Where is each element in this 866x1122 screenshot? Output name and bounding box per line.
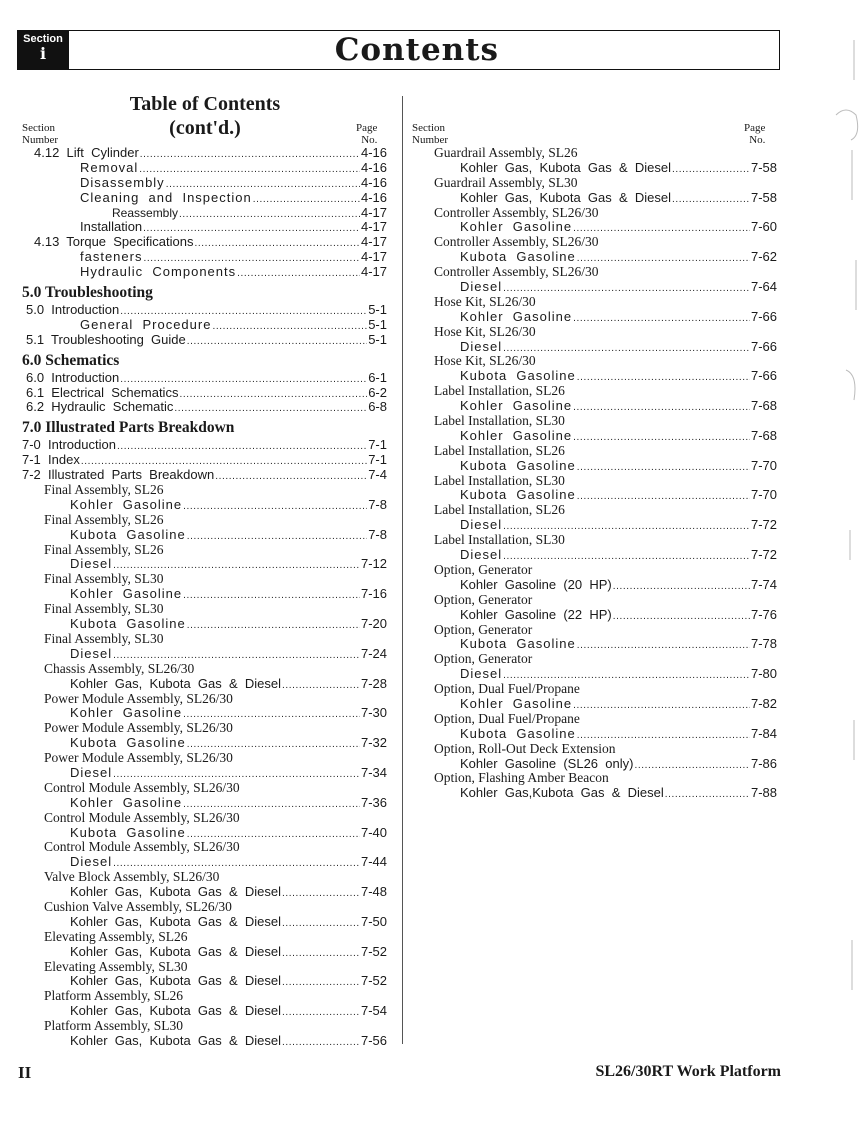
toc-entry[interactable]	[22, 453, 387, 468]
toc-entry-label: Kubota Gasoline	[70, 616, 186, 632]
toc-entry[interactable]	[22, 557, 387, 572]
toc-group-title[interactable]: Cushion Valve Assembly, SL26/30	[44, 898, 232, 914]
toc-group-title[interactable]: Controller Assembly, SL26/30	[434, 234, 599, 250]
toc-entry-label: Disassembly	[80, 174, 165, 190]
left-page-header	[356, 122, 377, 146]
toc-entry-label: 7-2 Illustrated Parts Breakdown	[22, 467, 215, 483]
toc-group-title[interactable]: Chassis Assembly, SL26/30	[44, 660, 195, 676]
toc-group-title[interactable]: Option, Generator	[434, 651, 533, 667]
toc-entry-label: Kohler Gasoline	[460, 427, 573, 443]
toc-entry-label: 6.0 Introduction	[26, 369, 120, 385]
toc-entry-page: 7-60	[750, 219, 777, 235]
toc-entry[interactable]	[412, 727, 777, 742]
dot-leader	[577, 252, 750, 267]
dot-leader	[282, 947, 360, 962]
toc-entry[interactable]	[412, 369, 777, 384]
toc-entry-page: 7-50	[360, 913, 387, 929]
toc-entry-page: 7-70	[750, 487, 777, 503]
toc-entry[interactable]	[22, 498, 387, 513]
toc-group-title[interactable]: Label Installation, SL30	[434, 472, 565, 488]
toc-entry-label: Kohler Gas,Kubota Gas & Diesel	[460, 785, 664, 801]
dot-leader	[577, 371, 750, 386]
dot-leader	[503, 342, 750, 357]
toc-entry[interactable]	[22, 400, 387, 415]
dot-leader	[573, 401, 750, 416]
toc-entry-label: fasteners	[80, 249, 143, 265]
toc-entry-label: Kohler Gas, Kubota Gas & Diesel	[460, 189, 671, 205]
toc-entry[interactable]	[412, 578, 777, 593]
toc-entry-label: Kubota Gasoline	[70, 735, 186, 751]
toc-right-column	[412, 146, 777, 801]
toc-group-title[interactable]: Label Installation, SL30	[434, 413, 565, 429]
dot-leader	[613, 610, 750, 625]
footer-page-number: II	[18, 1063, 32, 1082]
toc-group-title[interactable]: Option, Dual Fuel/Propane	[434, 710, 580, 726]
toc-entry[interactable]	[22, 855, 387, 870]
toc-entry-page: 7-40	[360, 824, 387, 840]
toc-entry-label: 6.2 Hydraulic Schematic	[26, 399, 174, 415]
section-badge-label: Section	[23, 33, 63, 45]
toc-entry-label: Kohler Gasoline (22 HP)	[460, 606, 612, 622]
toc-group-title[interactable]: Control Module Assembly, SL26/30	[44, 779, 240, 795]
toc-entry-label: Kohler Gasoline	[70, 794, 183, 810]
toc-entry-label: 5.0 Introduction	[26, 302, 120, 318]
toc-entry-page: 7-20	[360, 616, 387, 632]
toc-entry-page: 7-76	[750, 606, 777, 622]
toc-entry[interactable]	[22, 303, 387, 318]
toc-entry-label: Installation	[80, 219, 143, 235]
toc-entry[interactable]	[412, 518, 777, 533]
toc-entry[interactable]	[412, 220, 777, 235]
toc-entry-page: 7-70	[750, 457, 777, 473]
toc-group-title[interactable]: Hose Kit, SL26/30	[434, 353, 536, 369]
toc-entry-label: Kubota Gasoline	[460, 457, 576, 473]
toc-title	[110, 92, 300, 140]
toc-entry-page: 7-86	[750, 755, 777, 771]
dot-leader	[212, 320, 367, 335]
toc-entry[interactable]	[412, 250, 777, 265]
toc-entry-label: 7-1 Index	[22, 452, 80, 468]
dot-leader	[573, 431, 750, 446]
toc-entry-page: 5-1	[368, 316, 387, 332]
toc-entry[interactable]	[22, 587, 387, 602]
dot-leader	[237, 267, 360, 282]
toc-entry[interactable]	[22, 647, 387, 662]
dot-leader	[179, 208, 360, 223]
dot-leader	[140, 148, 360, 163]
section-badge-number: i	[39, 44, 47, 63]
toc-entry-label: 4.12 Lift Cylinder	[34, 145, 139, 160]
toc-entry-page: 7-66	[750, 368, 777, 384]
toc-entry-label: Kubota Gasoline	[70, 526, 186, 542]
toc-entry-label: Kohler Gas, Kubota Gas & Diesel	[70, 1003, 281, 1019]
toc-entry-label: 4.13 Torque Specifications	[34, 234, 194, 250]
toc-entry-label: 6.1 Electrical Schematics	[26, 384, 179, 400]
toc-entry-page: 7-62	[750, 249, 777, 265]
dot-leader	[253, 193, 360, 208]
toc-entry-page: 4-17	[360, 249, 387, 265]
toc-entry-page: 7-82	[750, 695, 777, 711]
toc-entry-page: 7-58	[750, 189, 777, 205]
dot-leader	[282, 917, 360, 932]
title-bar	[68, 30, 780, 70]
toc-entry-label: Kohler Gasoline (20 HP)	[460, 576, 612, 592]
toc-entry-label: Kohler Gasoline	[70, 586, 183, 602]
toc-group-title[interactable]: Option, Flashing Amber Beacon	[434, 770, 609, 786]
toc-entry[interactable]	[412, 340, 777, 355]
toc-entry-label: Kohler Gasoline	[460, 219, 573, 235]
section-label: Section	[22, 122, 55, 134]
dot-leader	[672, 163, 750, 178]
toc-entry-label: Diesel	[70, 556, 113, 572]
toc-entry[interactable]	[22, 176, 387, 191]
toc-entry-page: 7-68	[750, 398, 777, 414]
toc-entry[interactable]	[22, 974, 387, 989]
toc-entry-page: 7-16	[360, 586, 387, 602]
toc-entry-label: 5.1 Troubleshooting Guide	[26, 331, 186, 347]
toc-group-title[interactable]: Control Module Assembly, SL26/30	[44, 839, 240, 855]
toc-section-heading[interactable]: 7.0 Illustrated Parts Breakdown	[22, 419, 235, 437]
toc-entry-page: 6-2	[368, 384, 387, 400]
toc-group-title[interactable]: Final Assembly, SL26	[44, 541, 164, 557]
toc-entry-page: 7-8	[368, 526, 387, 542]
toc-entry[interactable]	[412, 637, 777, 652]
toc-entry-page: 7-24	[360, 645, 387, 661]
toc-entry[interactable]	[22, 318, 387, 333]
toc-entry-page: 7-84	[750, 725, 777, 741]
toc-entry[interactable]	[22, 826, 387, 841]
section-label: Section	[412, 122, 445, 134]
toc-entry[interactable]	[412, 488, 777, 503]
toc-entry-page: 7-52	[360, 973, 387, 989]
dot-leader	[187, 619, 360, 634]
dot-leader	[187, 335, 367, 350]
toc-entry-page: 7-44	[360, 854, 387, 870]
toc-entry-page: 7-66	[750, 338, 777, 354]
dot-leader	[215, 470, 367, 485]
left-section-header	[22, 122, 58, 146]
footer-product-name: SL26/30RT Work Platform	[595, 1063, 781, 1080]
toc-entry[interactable]	[22, 617, 387, 632]
toc-entry[interactable]	[22, 528, 387, 543]
toc-entry[interactable]	[412, 399, 777, 414]
toc-entry-page: 7-28	[360, 675, 387, 691]
toc-entry-label: Kohler Gasoline	[460, 398, 573, 414]
toc-group-title[interactable]: Label Installation, SL30	[434, 532, 565, 548]
toc-entry[interactable]	[22, 706, 387, 721]
dot-leader	[139, 163, 360, 178]
toc-entry-label: Diesel	[70, 854, 113, 870]
toc-entry-page: 4-17	[360, 264, 387, 280]
dot-leader	[577, 461, 750, 476]
toc-entry[interactable]	[412, 459, 777, 474]
toc-entry-label: Cleaning and Inspection	[80, 189, 252, 205]
toc-entry[interactable]	[22, 796, 387, 811]
toc-entry-label: Kohler Gas, Kubota Gas & Diesel	[70, 943, 281, 959]
toc-entry[interactable]	[412, 608, 777, 623]
toc-entry-page: 7-56	[360, 1032, 387, 1048]
toc-entry-page: 7-68	[750, 427, 777, 443]
section-badge	[17, 30, 69, 70]
toc-group-title[interactable]: Option, Generator	[434, 591, 533, 607]
toc-entry[interactable]	[22, 146, 387, 161]
toc-entry[interactable]	[22, 220, 387, 235]
toc-group-title[interactable]: Platform Assembly, SL30	[44, 1018, 184, 1034]
toc-group-title[interactable]: Controller Assembly, SL26/30	[434, 264, 599, 280]
toc-entry[interactable]	[22, 371, 387, 386]
toc-entry[interactable]	[412, 757, 777, 772]
dot-leader	[613, 580, 750, 595]
toc-entry-label: Kohler Gasoline	[460, 695, 573, 711]
dot-leader	[282, 976, 360, 991]
dot-leader	[183, 589, 360, 604]
toc-entry[interactable]	[22, 250, 387, 265]
toc-entry-page: 7-64	[750, 279, 777, 295]
toc-section-heading[interactable]: 6.0 Schematics	[22, 351, 120, 369]
toc-entry[interactable]	[412, 280, 777, 295]
dot-leader	[672, 193, 750, 208]
dot-leader	[187, 530, 367, 545]
toc-entry-label: Kohler Gasoline	[460, 308, 573, 324]
no-label: No.	[749, 134, 766, 146]
toc-entry[interactable]	[412, 697, 777, 712]
toc-entry-page: 7-12	[360, 556, 387, 572]
toc-entry[interactable]	[412, 429, 777, 444]
toc-entry-page: 4-16	[360, 174, 387, 190]
toc-entry[interactable]	[22, 386, 387, 401]
toc-entry-page: 7-32	[360, 735, 387, 751]
toc-entry-page: 5-1	[368, 331, 387, 347]
dot-leader	[577, 490, 750, 505]
toc-entry[interactable]	[22, 206, 387, 221]
toc-entry-page: 7-80	[750, 666, 777, 682]
toc-entry[interactable]	[22, 265, 387, 280]
toc-entry[interactable]	[22, 677, 387, 692]
toc-entry[interactable]	[412, 161, 777, 176]
toc-group-title[interactable]: Platform Assembly, SL26	[44, 988, 184, 1004]
toc-entry-label: Kubota Gasoline	[460, 725, 576, 741]
toc-entry[interactable]	[22, 438, 387, 453]
toc-entry-label: Diesel	[460, 338, 503, 354]
toc-entry-label: Diesel	[70, 764, 113, 780]
toc-group-title[interactable]: Option, Generator	[434, 561, 533, 577]
toc-entry-page: 7-74	[750, 576, 777, 592]
toc-entry-page: 7-72	[750, 517, 777, 533]
dot-leader	[282, 679, 360, 694]
no-label: No.	[361, 134, 378, 146]
toc-entry-page: 7-66	[750, 308, 777, 324]
right-page-header	[744, 122, 765, 146]
toc-entry-page: 7-36	[360, 794, 387, 810]
toc-entry[interactable]	[22, 1004, 387, 1019]
toc-group-title[interactable]: Label Installation, SL26	[434, 383, 565, 399]
dot-leader	[503, 550, 750, 565]
toc-group-title[interactable]: Final Assembly, SL26	[44, 482, 164, 498]
dot-leader	[282, 1006, 360, 1021]
dot-leader	[503, 282, 750, 297]
toc-entry[interactable]	[22, 736, 387, 751]
toc-title-line2: (cont'd.)	[169, 117, 241, 139]
toc-group-title[interactable]: Control Module Assembly, SL26/30	[44, 809, 240, 825]
dot-leader	[117, 440, 367, 455]
toc-entry-page: 4-17	[360, 204, 387, 220]
toc-entry-page: 7-48	[360, 884, 387, 900]
toc-entry-page: 4-17	[360, 234, 387, 250]
toc-left-column	[22, 146, 387, 1049]
toc-group-title[interactable]: Option, Roll-Out Deck Extension	[434, 740, 616, 756]
toc-entry-label: 7-0 Introduction	[22, 437, 116, 453]
toc-group-title[interactable]: Hose Kit, SL26/30	[434, 323, 536, 339]
toc-group-title[interactable]: Elevating Assembly, SL26	[44, 928, 188, 944]
toc-entry[interactable]	[412, 786, 777, 801]
right-section-header	[412, 122, 448, 146]
toc-entry-page: 7-30	[360, 705, 387, 721]
toc-entry[interactable]	[412, 310, 777, 325]
page-title: Contents	[334, 32, 499, 68]
toc-entry-page: 7-52	[360, 943, 387, 959]
toc-entry-label: Diesel	[460, 517, 503, 533]
toc-entry-label: Diesel	[460, 279, 503, 295]
toc-entry-label: Kohler Gasoline	[70, 705, 183, 721]
scan-edge-marks	[826, 40, 866, 1090]
toc-entry-page: 4-16	[360, 189, 387, 205]
toc-entry-label: Removal	[80, 159, 139, 175]
toc-entry-label: Hydraulic Components	[80, 264, 237, 280]
toc-group-title[interactable]: Power Module Assembly, SL26/30	[44, 720, 233, 736]
toc-entry[interactable]	[22, 235, 387, 250]
toc-entry-page: 7-88	[750, 785, 777, 801]
toc-entry-page: 7-58	[750, 159, 777, 175]
toc-entry[interactable]	[22, 191, 387, 206]
toc-entry[interactable]	[412, 667, 777, 682]
toc-entry-page: 7-4	[368, 467, 387, 483]
toc-entry-label: Kubota Gasoline	[460, 368, 576, 384]
toc-entry-page: 4-17	[360, 219, 387, 235]
page-label: Page	[356, 122, 378, 134]
toc-entry-page: 7-1	[368, 452, 387, 468]
toc-group-title[interactable]: Label Installation, SL26	[434, 502, 565, 518]
toc-entry[interactable]	[22, 915, 387, 930]
toc-entry-page: 7-78	[750, 636, 777, 652]
toc-entry-page: 5-1	[368, 302, 387, 318]
toc-group-title[interactable]: Power Module Assembly, SL26/30	[44, 690, 233, 706]
toc-entry-label: Reassembly	[112, 205, 179, 220]
dot-leader	[573, 312, 750, 327]
toc-entry-label: Diesel	[70, 645, 113, 661]
toc-title-line1: Table of Contents	[129, 93, 281, 115]
number-label: Number	[22, 134, 59, 146]
toc-entry-label: Kohler Gasoline (SL26 only)	[460, 755, 634, 771]
toc-group-title[interactable]: Hose Kit, SL26/30	[434, 293, 536, 309]
toc-group-title[interactable]: Power Module Assembly, SL26/30	[44, 750, 233, 766]
toc-entry[interactable]	[22, 468, 387, 483]
toc-entry[interactable]	[22, 333, 387, 348]
toc-entry-label: Kohler Gas, Kubota Gas & Diesel	[70, 1032, 281, 1048]
dot-leader	[282, 1036, 360, 1051]
toc-group-title[interactable]: Guardrail Assembly, SL26	[434, 145, 578, 160]
toc-group-title[interactable]: Final Assembly, SL30	[44, 630, 164, 646]
toc-entry-page: 7-34	[360, 764, 387, 780]
dot-leader	[573, 699, 750, 714]
toc-entry-label: Diesel	[460, 547, 503, 563]
toc-group-title[interactable]: Label Installation, SL26	[434, 442, 565, 458]
toc-entry-page: 7-54	[360, 1003, 387, 1019]
dot-leader	[577, 639, 750, 654]
toc-entry[interactable]	[22, 945, 387, 960]
toc-entry-page: 7-8	[368, 496, 387, 512]
toc-entry[interactable]	[412, 191, 777, 206]
toc-entry-page: 7-72	[750, 547, 777, 563]
toc-group-title[interactable]: Valve Block Assembly, SL26/30	[44, 869, 220, 885]
dot-leader	[282, 887, 360, 902]
toc-entry-label: Kubota Gasoline	[460, 487, 576, 503]
toc-entry-page: 4-16	[360, 145, 387, 160]
toc-entry-label: Kohler Gasoline	[70, 496, 183, 512]
toc-entry-page: 6-8	[368, 399, 387, 415]
toc-entry-label: Kohler Gas, Kubota Gas & Diesel	[70, 973, 281, 989]
toc-group-title[interactable]: Final Assembly, SL26	[44, 511, 164, 527]
toc-section-heading[interactable]: 5.0 Troubleshooting	[22, 284, 153, 302]
toc-group-title[interactable]: Controller Assembly, SL26/30	[434, 204, 599, 220]
toc-entry-page: 6-1	[368, 369, 387, 385]
toc-entry[interactable]	[22, 161, 387, 176]
dot-leader	[573, 222, 750, 237]
column-divider	[402, 96, 403, 1044]
toc-entry-label: Kohler Gas, Kubota Gas & Diesel	[460, 159, 671, 175]
toc-entry-label: Diesel	[460, 666, 503, 682]
toc-entry-label: Kubota Gasoline	[460, 249, 576, 265]
dot-leader	[665, 788, 750, 803]
toc-group-title[interactable]: Guardrail Assembly, SL30	[434, 174, 578, 190]
dot-leader	[183, 500, 367, 515]
toc-entry[interactable]	[22, 766, 387, 781]
number-label: Number	[412, 134, 449, 146]
dot-leader	[179, 388, 367, 403]
toc-entry-page: 4-16	[360, 159, 387, 175]
toc-entry-label: General Procedure	[80, 316, 212, 332]
dot-leader	[634, 759, 750, 774]
toc-entry-label: Kubota Gasoline	[70, 824, 186, 840]
dot-leader	[194, 237, 359, 252]
toc-group-title[interactable]: Elevating Assembly, SL30	[44, 958, 188, 974]
toc-entry-label: Kohler Gas, Kubota Gas & Diesel	[70, 913, 281, 929]
toc-group-title[interactable]: Final Assembly, SL30	[44, 601, 164, 617]
toc-entry[interactable]	[412, 548, 777, 563]
toc-group-title[interactable]: Option, Generator	[434, 621, 533, 637]
toc-entry-page: 7-1	[368, 437, 387, 453]
toc-entry-label: Kubota Gasoline	[460, 636, 576, 652]
toc-entry-label: Kohler Gas, Kubota Gas & Diesel	[70, 884, 281, 900]
toc-group-title[interactable]: Option, Dual Fuel/Propane	[434, 681, 580, 697]
toc-entry[interactable]	[22, 885, 387, 900]
toc-entry-label: Kohler Gas, Kubota Gas & Diesel	[70, 675, 281, 691]
toc-entry[interactable]	[22, 1034, 387, 1049]
toc-group-title[interactable]: Final Assembly, SL30	[44, 571, 164, 587]
page-label: Page	[744, 122, 766, 134]
